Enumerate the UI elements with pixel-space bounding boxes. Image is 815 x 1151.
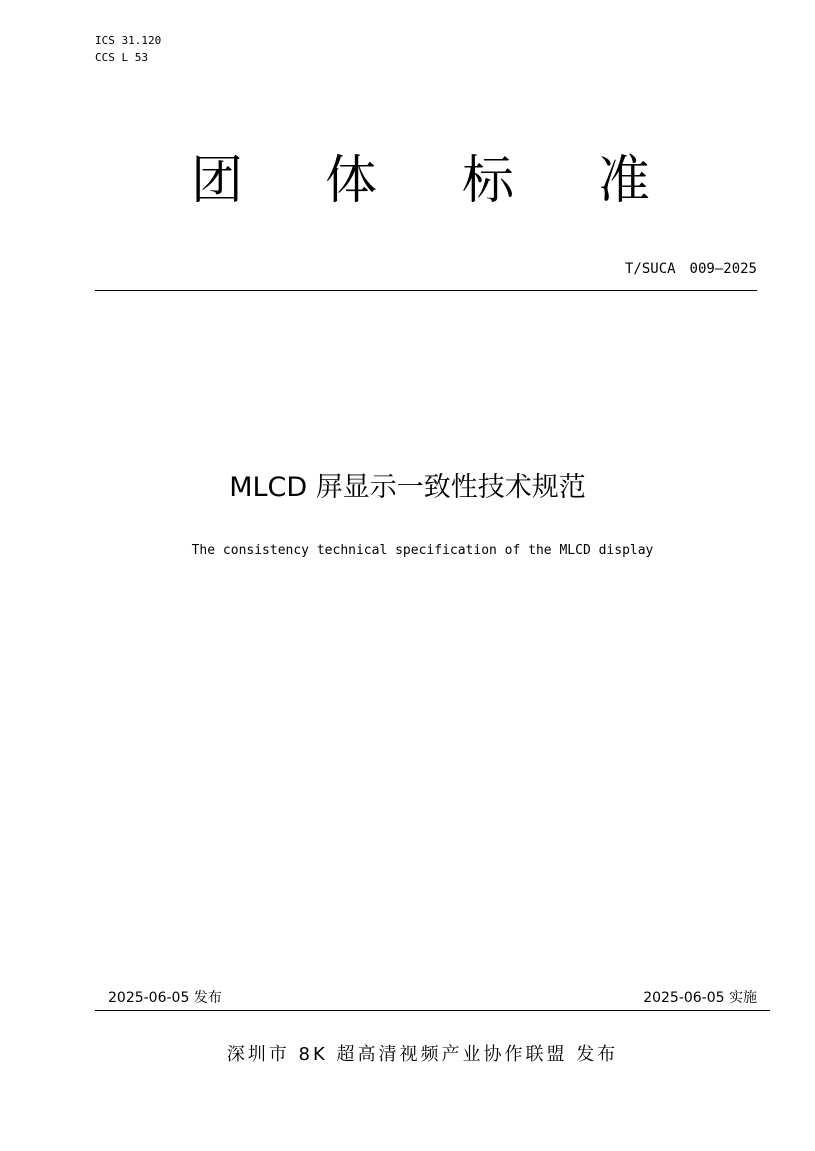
ccs-code: CCS L 53 <box>95 51 148 64</box>
standard-number: T/SUCA 009—2025 <box>624 261 757 277</box>
publisher: 深圳市 8K 超高清视频产业协作联盟 发布 <box>226 1044 619 1065</box>
heading-char-3: 标 <box>462 151 515 211</box>
heading-char-1: 团 <box>191 151 244 211</box>
document-title-cn: MLCD 屏显示一致性技术规范 <box>229 472 586 503</box>
footer-divider <box>95 1010 770 1011</box>
publish-date: 2025-06-05 发布 <box>108 990 222 1006</box>
header-divider <box>95 290 757 291</box>
heading-char-2: 体 <box>325 151 378 211</box>
document-title-en: The consistency technical specification of the MLCD display <box>191 543 654 558</box>
document-type-heading <box>95 148 757 214</box>
heading-char-4: 准 <box>598 151 651 211</box>
implement-date: 2025-06-05 实施 <box>643 990 757 1006</box>
ics-code: ICS 31.120 <box>95 34 162 47</box>
